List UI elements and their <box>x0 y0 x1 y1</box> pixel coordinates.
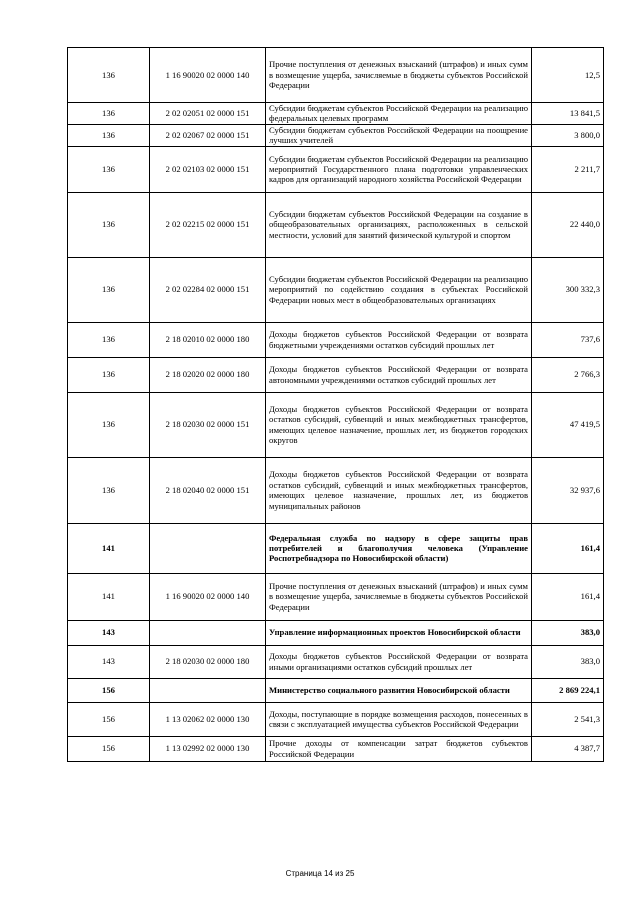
admin-code-cell: 136 <box>68 192 150 257</box>
table-row <box>68 103 604 125</box>
budget-class-code-cell: 2 02 02067 02 0000 151 <box>150 124 266 146</box>
table-row <box>68 357 604 392</box>
amount-cell: 47 419,5 <box>532 392 604 457</box>
budget-class-code-cell: 2 02 02284 02 0000 151 <box>150 257 266 322</box>
admin-code-cell: 156 <box>68 702 150 736</box>
amount-cell: 2 211,7 <box>532 146 604 192</box>
income-description-cell: Министерство социального развития Новосибирской области <box>266 678 532 702</box>
admin-code-cell: 136 <box>68 357 150 392</box>
table-section-row <box>68 523 604 573</box>
budget-class-code-cell <box>150 678 266 702</box>
amount-cell: 737,6 <box>532 322 604 357</box>
admin-code-cell: 143 <box>68 620 150 645</box>
budget-class-code-cell: 1 13 02062 02 0000 130 <box>150 702 266 736</box>
income-description-cell: Федеральная служба по надзору в сфере защиты прав потребителей и благополучия человека (Управление Роспотребнадзора по Новосибирской области) <box>266 523 532 573</box>
admin-code-cell: 136 <box>68 257 150 322</box>
amount-cell: 383,0 <box>532 645 604 678</box>
income-description-cell: Доходы бюджетов субъектов Российской Федерации от возврата остатков субсидий, субвенций и иных межбюджетных трансфертов, имеющих целевое назначение, прошлых лет, из бюджетов муниципальных районов <box>266 457 532 523</box>
table-row <box>68 146 604 192</box>
income-description-cell: Субсидии бюджетам субъектов Российской Федерации на поощрение лучших учителей <box>266 124 532 146</box>
budget-class-code-cell: 1 16 90020 02 0000 140 <box>150 48 266 103</box>
amount-cell: 161,4 <box>532 523 604 573</box>
admin-code-cell: 136 <box>68 322 150 357</box>
table-section-row <box>68 620 604 645</box>
table-row <box>68 457 604 523</box>
budget-class-code-cell <box>150 523 266 573</box>
budget-class-code-cell: 1 16 90020 02 0000 140 <box>150 573 266 620</box>
income-description-cell: Доходы бюджетов субъектов Российской Федерации от возврата автономными учреждениями остатков субсидий прошлых лет <box>266 357 532 392</box>
table-row <box>68 392 604 457</box>
amount-cell: 2 541,3 <box>532 702 604 736</box>
table-row <box>68 645 604 678</box>
admin-code-cell: 156 <box>68 678 150 702</box>
income-description-cell: Управление информационных проектов Новосибирской области <box>266 620 532 645</box>
income-description-cell: Субсидии бюджетам субъектов Российской Федерации на реализацию мероприятий по содействию создания в субъектах Российской Федерации новых мест в общеобразовательных организациях <box>266 257 532 322</box>
amount-cell: 12,5 <box>532 48 604 103</box>
admin-code-cell: 136 <box>68 124 150 146</box>
income-description-cell: Субсидии бюджетам субъектов Российской Федерации на реализацию федеральных целевых программ <box>266 103 532 125</box>
page-number: Страница 14 из 25 <box>285 869 355 878</box>
admin-code-cell: 143 <box>68 645 150 678</box>
table-row <box>68 322 604 357</box>
budget-class-code-cell: 2 02 02051 02 0000 151 <box>150 103 266 125</box>
admin-code-cell: 136 <box>68 457 150 523</box>
budget-class-code-cell: 2 18 02020 02 0000 180 <box>150 357 266 392</box>
budget-class-code-cell: 2 18 02010 02 0000 180 <box>150 322 266 357</box>
admin-code-cell: 156 <box>68 736 150 761</box>
table-row <box>68 48 604 103</box>
table-row <box>68 573 604 620</box>
admin-code-cell: 136 <box>68 48 150 103</box>
income-description-cell: Прочие поступления от денежных взысканий (штрафов) и иных сумм в возмещение ущерба, зачисляемые в бюджеты субъектов Российской Федерации <box>266 573 532 620</box>
budget-table-body <box>68 48 604 762</box>
budget-class-code-cell: 2 18 02030 02 0000 151 <box>150 392 266 457</box>
income-description-cell: Прочие поступления от денежных взысканий (штрафов) и иных сумм в возмещение ущерба, зачисляемые в бюджеты субъектов Российской Федерации <box>266 48 532 103</box>
admin-code-cell: 141 <box>68 523 150 573</box>
amount-cell: 3 800,0 <box>532 124 604 146</box>
admin-code-cell: 141 <box>68 573 150 620</box>
budget-class-code-cell: 2 18 02040 02 0000 151 <box>150 457 266 523</box>
amount-cell: 4 387,7 <box>532 736 604 761</box>
amount-cell: 300 332,3 <box>532 257 604 322</box>
amount-cell: 2 766,3 <box>532 357 604 392</box>
income-description-cell: Субсидии бюджетам субъектов Российской Федерации на реализацию мероприятий Государственного плана подготовки управленческих кадров для организаций народного хозяйства Российской Федерации <box>266 146 532 192</box>
table-row <box>68 736 604 761</box>
budget-class-code-cell: 2 02 02215 02 0000 151 <box>150 192 266 257</box>
table-row <box>68 192 604 257</box>
amount-cell: 22 440,0 <box>532 192 604 257</box>
amount-cell: 161,4 <box>532 573 604 620</box>
budget-class-code-cell: 1 13 02992 02 0000 130 <box>150 736 266 761</box>
admin-code-cell: 136 <box>68 392 150 457</box>
income-description-cell: Доходы бюджетов субъектов Российской Федерации от возврата бюджетными учреждениями остатков субсидий прошлых лет <box>266 322 532 357</box>
budget-class-code-cell: 2 18 02030 02 0000 180 <box>150 645 266 678</box>
admin-code-cell: 136 <box>68 103 150 125</box>
income-description-cell: Доходы бюджетов субъектов Российской Федерации от возврата остатков субсидий, субвенций и иных межбюджетных трансфертов, имеющих целевое назначение, прошлых лет, из бюджетов городских округов <box>266 392 532 457</box>
table-row <box>68 124 604 146</box>
amount-cell: 32 937,6 <box>532 457 604 523</box>
income-description-cell: Доходы бюджетов субъектов Российской Федерации от возврата иными организациями остатков субсидий прошлых лет <box>266 645 532 678</box>
budget-class-code-cell <box>150 620 266 645</box>
income-description-cell: Субсидии бюджетам субъектов Российской Федерации на создание в общеобразовательных организациях, расположенных в сельской местности, условий для занятий физической культурой и спортом <box>266 192 532 257</box>
budget-table <box>67 47 604 762</box>
amount-cell: 383,0 <box>532 620 604 645</box>
amount-cell: 13 841,5 <box>532 103 604 125</box>
income-description-cell: Прочие доходы от компенсации затрат бюджетов субъектов Российской Федерации <box>266 736 532 761</box>
admin-code-cell: 136 <box>68 146 150 192</box>
budget-class-code-cell: 2 02 02103 02 0000 151 <box>150 146 266 192</box>
table-section-row <box>68 678 604 702</box>
amount-cell: 2 869 224,1 <box>532 678 604 702</box>
income-description-cell: Доходы, поступающие в порядке возмещения расходов, понесенных в связи с эксплуатацией имущества субъектов Российской Федерации <box>266 702 532 736</box>
table-row <box>68 257 604 322</box>
table-row <box>68 702 604 736</box>
